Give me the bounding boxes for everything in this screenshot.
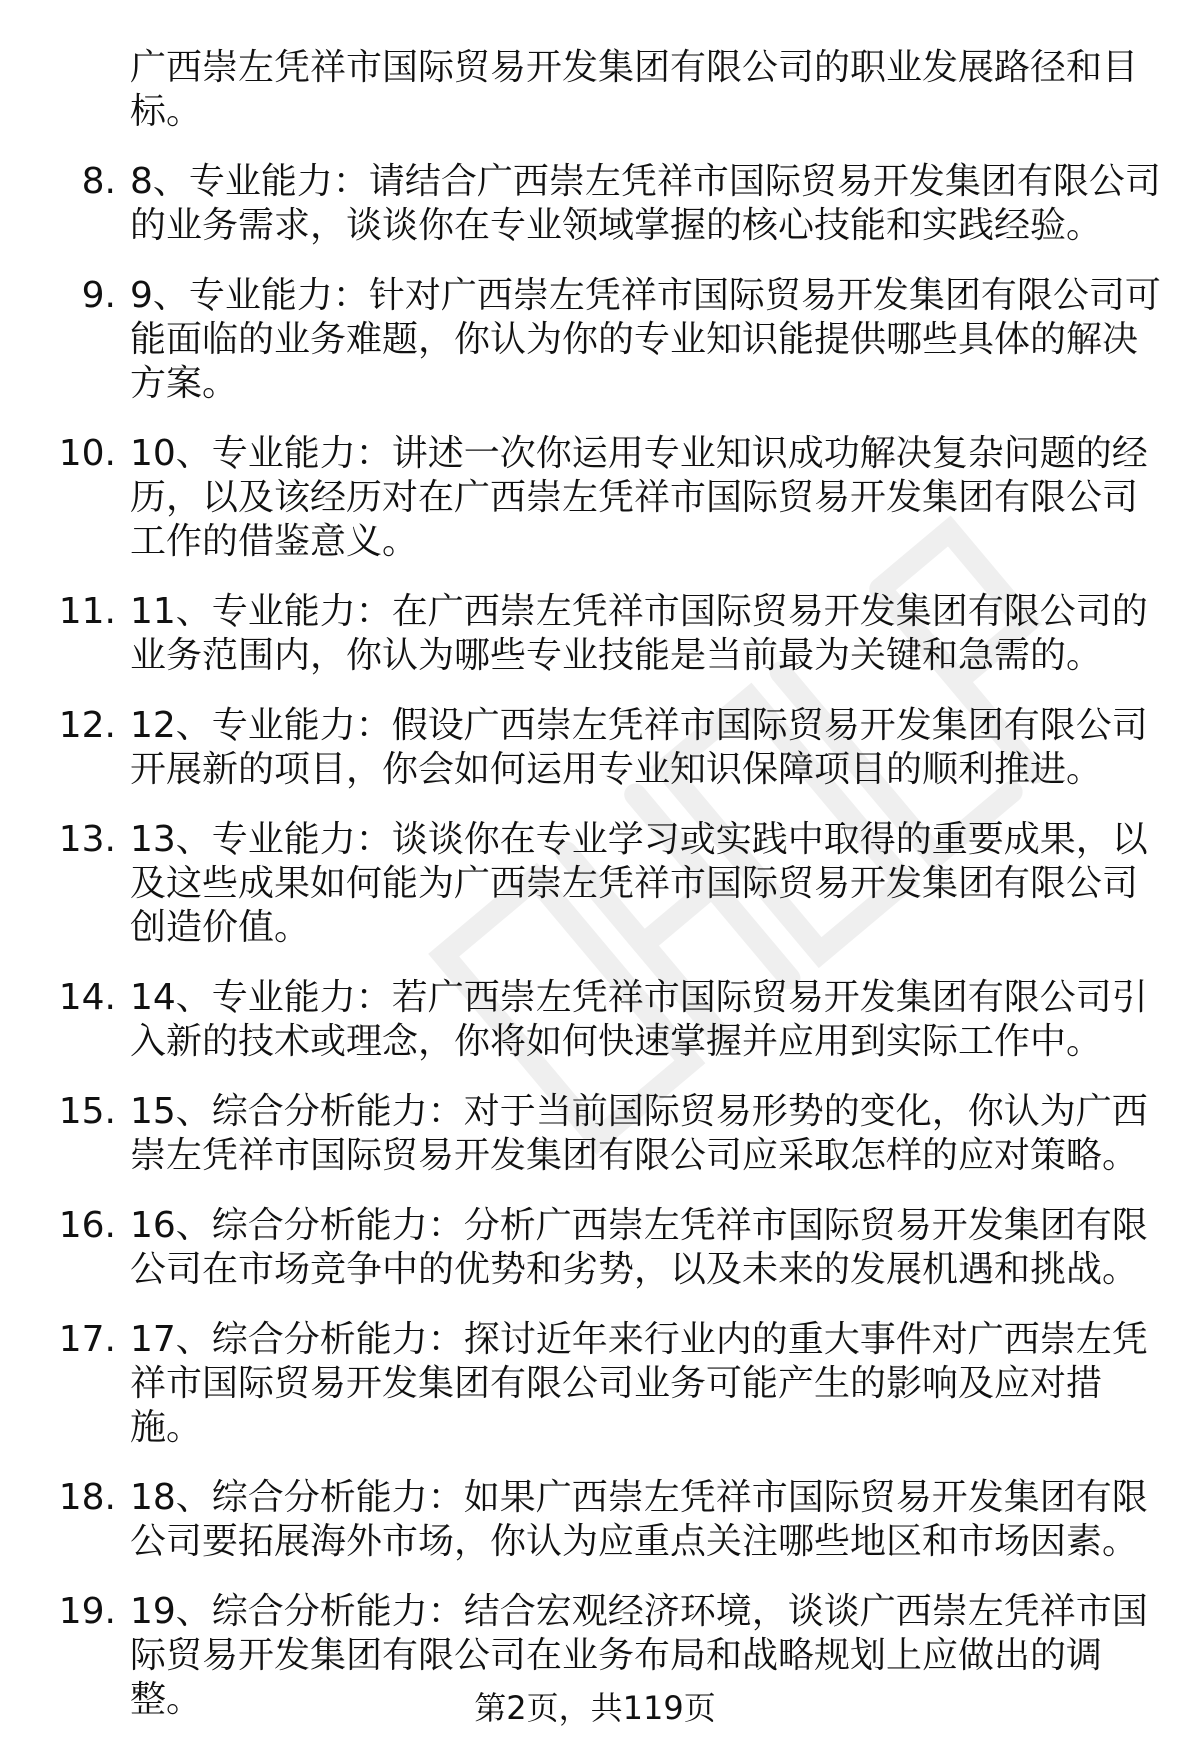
list-item — [58, 432, 1170, 564]
item-text: 15、综合分析能力：对于当前国际贸易形势的变化，你认为广西崇左凭祥市国际贸易开发集团有限公司应采取怎样的应对策略。 — [130, 1091, 1148, 1176]
list-item — [58, 1476, 1170, 1564]
item-number: 19. — [58, 1591, 116, 1632]
item-text: 18、综合分析能力：如果广西崇左凭祥市国际贸易开发集团有限公司要拓展海外市场，你认为应重点关注哪些地区和市场因素。 — [130, 1477, 1148, 1562]
continuation-text: 广西崇左凭祥市国际贸易开发集团有限公司的职业发展路径和目标。 — [130, 47, 1139, 132]
item-text: 16、综合分析能力：分析广西崇左凭祥市国际贸易开发集团有限公司在市场竞争中的优势和劣势，以及未来的发展机遇和挑战。 — [130, 1205, 1148, 1290]
item-text: 9、专业能力：针对广西崇左凭祥市国际贸易开发集团有限公司可能面临的业务难题，你认为你的专业知识能提供哪些具体的解决方案。 — [130, 275, 1161, 404]
item-text: 8、专业能力：请结合广西崇左凭祥市国际贸易开发集团有限公司的业务需求，谈谈你在专业领域掌握的核心技能和实践经验。 — [130, 161, 1161, 246]
page-content — [0, 46, 1190, 1748]
item-number: 12. — [58, 705, 116, 746]
list-item — [58, 1090, 1170, 1178]
item-text: 12、专业能力：假设广西崇左凭祥市国际贸易开发集团有限公司开展新的项目，你会如何运用专业知识保障项目的顺利推进。 — [130, 705, 1148, 790]
item-text: 13、专业能力：谈谈你在专业学习或实践中取得的重要成果，以及这些成果如何能为广西崇左凭祥市国际贸易开发集团有限公司创造价值。 — [130, 819, 1148, 948]
list-item — [81, 160, 1170, 248]
item-text: 19、综合分析能力：结合宏观经济环境，谈谈广西崇左凭祥市国际贸易开发集团有限公司在业务布局和战略规划上应做出的调整。 — [130, 1591, 1148, 1720]
item-text: 14、专业能力：若广西崇左凭祥市国际贸易开发集团有限公司引入新的技术或理念，你将如何快速掌握并应用到实际工作中。 — [130, 977, 1148, 1062]
item-text: 10、专业能力：讲述一次你运用专业知识成功解决复杂问题的经历，以及该经历对在广西崇左凭祥市国际贸易开发集团有限公司工作的借鉴意义。 — [130, 433, 1148, 562]
item-number: 11. — [58, 591, 116, 632]
list-item — [81, 274, 1170, 406]
item-number: 8. — [81, 161, 116, 202]
item-number: 9. — [81, 275, 116, 316]
item-number: 18. — [58, 1477, 116, 1518]
page-footer: 第2页，共119页 — [474, 1689, 716, 1727]
list-item — [58, 976, 1170, 1064]
item-number: 10. — [58, 433, 116, 474]
item-number: 16. — [58, 1205, 116, 1246]
item-number: 13. — [58, 819, 116, 860]
item-number: 14. — [58, 977, 116, 1018]
list-item — [58, 1204, 1170, 1292]
item-number: 15. — [58, 1091, 116, 1132]
item-text: 11、专业能力：在广西崇左凭祥市国际贸易开发集团有限公司的业务范围内，你认为哪些专业技能是当前最为关键和急需的。 — [130, 591, 1148, 676]
list-item — [58, 704, 1170, 792]
question-list — [0, 160, 1190, 1722]
list-item — [58, 1318, 1170, 1450]
item-number: 17. — [58, 1319, 116, 1360]
item-text: 17、综合分析能力：探讨近年来行业内的重大事件对广西崇左凭祥市国际贸易开发集团有限公司业务可能产生的影响及应对措施。 — [130, 1319, 1148, 1448]
list-item — [58, 818, 1170, 950]
list-item — [58, 590, 1170, 678]
